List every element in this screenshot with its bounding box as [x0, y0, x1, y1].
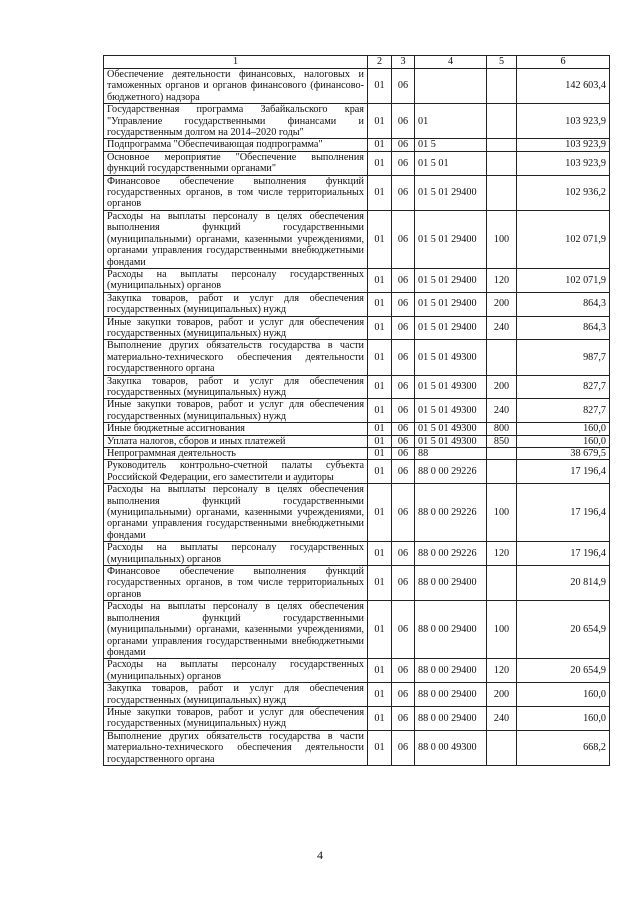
table-row — [104, 268, 610, 292]
row-expense-type: 100 — [487, 601, 517, 659]
table-row — [104, 659, 610, 683]
row-subsection: 06 — [392, 210, 415, 268]
row-description: Непрограммная деятельность — [104, 448, 368, 460]
row-subsection: 06 — [392, 151, 415, 175]
header-row — [104, 56, 610, 69]
row-target-code: 88 0 00 29400 — [415, 566, 487, 601]
row-description: Финансовое обеспечение выполнения функций государственных органов, в том числе территориальных органов — [104, 175, 368, 210]
row-target-code: 01 5 01 49300 — [415, 399, 487, 423]
row-target-code: 01 5 01 29400 — [415, 175, 487, 210]
row-amount: 20 654,9 — [517, 659, 610, 683]
row-amount: 103 923,9 — [517, 139, 610, 151]
row-subsection: 06 — [392, 139, 415, 151]
row-subsection: 06 — [392, 69, 415, 104]
row-description: Выполнение других обязательств государства в части материально-технического обеспечения деятельности государственного органа — [104, 730, 368, 765]
row-section: 01 — [368, 542, 392, 566]
table-row — [104, 139, 610, 151]
row-section: 01 — [368, 683, 392, 707]
row-expense-type: 200 — [487, 375, 517, 399]
row-expense-type — [487, 730, 517, 765]
row-section: 01 — [368, 484, 392, 542]
row-target-code: 01 5 01 49300 — [415, 435, 487, 447]
row-subsection: 06 — [392, 316, 415, 340]
row-target-code: 01 5 01 — [415, 151, 487, 175]
table-row — [104, 435, 610, 447]
row-target-code: 01 5 01 29400 — [415, 268, 487, 292]
row-target-code: 88 0 00 29400 — [415, 683, 487, 707]
row-amount: 864,3 — [517, 292, 610, 316]
row-expense-type: 850 — [487, 435, 517, 447]
row-target-code: 88 — [415, 448, 487, 460]
row-subsection: 06 — [392, 566, 415, 601]
row-description: Закупка товаров, работ и услуг для обеспечения государственных (муниципальных) нужд — [104, 375, 368, 399]
page-number: 4 — [317, 848, 323, 862]
row-amount: 17 196,4 — [517, 484, 610, 542]
table-row — [104, 104, 610, 139]
table-row — [104, 448, 610, 460]
row-amount: 827,7 — [517, 375, 610, 399]
row-subsection: 06 — [392, 435, 415, 447]
row-amount: 160,0 — [517, 423, 610, 435]
table-row — [104, 706, 610, 730]
row-section: 01 — [368, 601, 392, 659]
table-row — [104, 340, 610, 375]
row-section: 01 — [368, 399, 392, 423]
row-description: Расходы на выплаты персоналу в целях обеспечения выполнения функций государственными (муниципальными) органами, казенными учреждениями, органами управления государственными внебюджетными фондами — [104, 601, 368, 659]
row-amount: 987,7 — [517, 340, 610, 375]
row-description: Руководитель контрольно-счетной палаты субъекта Российской Федерации, его заместители и аудиторы — [104, 460, 368, 484]
row-section: 01 — [368, 706, 392, 730]
row-section: 01 — [368, 566, 392, 601]
row-target-code: 01 5 01 29400 — [415, 292, 487, 316]
row-target-code: 88 0 00 49300 — [415, 730, 487, 765]
table-row — [104, 683, 610, 707]
row-target-code — [415, 69, 487, 104]
table-row — [104, 175, 610, 210]
row-subsection: 06 — [392, 340, 415, 375]
row-amount: 102 071,9 — [517, 210, 610, 268]
row-subsection: 06 — [392, 460, 415, 484]
row-description: Иные бюджетные ассигнования — [104, 423, 368, 435]
row-target-code: 01 5 01 49300 — [415, 340, 487, 375]
row-amount: 142 603,4 — [517, 69, 610, 104]
table-row — [104, 151, 610, 175]
row-subsection: 06 — [392, 659, 415, 683]
row-target-code: 88 0 00 29400 — [415, 659, 487, 683]
row-expense-type: 800 — [487, 423, 517, 435]
row-amount: 17 196,4 — [517, 460, 610, 484]
row-target-code: 88 0 00 29226 — [415, 484, 487, 542]
row-expense-type: 100 — [487, 484, 517, 542]
row-amount: 160,0 — [517, 683, 610, 707]
table-row — [104, 542, 610, 566]
row-section: 01 — [368, 69, 392, 104]
row-expense-type — [487, 104, 517, 139]
row-subsection: 06 — [392, 423, 415, 435]
row-subsection: 06 — [392, 706, 415, 730]
row-amount: 20 814,9 — [517, 566, 610, 601]
table-row — [104, 730, 610, 765]
table-row — [104, 566, 610, 601]
row-subsection: 06 — [392, 484, 415, 542]
table-row — [104, 484, 610, 542]
row-description: Финансовое обеспечение выполнения функций государственных органов, в том числе территориальных органов — [104, 566, 368, 601]
row-description: Расходы на выплаты персоналу в целях обеспечения выполнения функций государственными (муниципальными) органами, казенными учреждениями, органами управления государственными внебюджетными фондами — [104, 484, 368, 542]
row-expense-type: 240 — [487, 706, 517, 730]
row-description: Расходы на выплаты персоналу государственных (муниципальных) органов — [104, 542, 368, 566]
row-subsection: 06 — [392, 104, 415, 139]
row-amount: 160,0 — [517, 435, 610, 447]
row-target-code: 01 5 01 49300 — [415, 375, 487, 399]
row-amount: 668,2 — [517, 730, 610, 765]
table-row — [104, 399, 610, 423]
row-amount: 17 196,4 — [517, 542, 610, 566]
row-expense-type — [487, 566, 517, 601]
column-header: 2 — [368, 56, 392, 69]
row-amount: 102 936,2 — [517, 175, 610, 210]
row-subsection: 06 — [392, 601, 415, 659]
column-header: 3 — [392, 56, 415, 69]
row-description: Закупка товаров, работ и услуг для обеспечения государственных (муниципальных) нужд — [104, 683, 368, 707]
row-section: 01 — [368, 175, 392, 210]
column-header: 6 — [517, 56, 610, 69]
row-section: 01 — [368, 448, 392, 460]
row-expense-type: 240 — [487, 316, 517, 340]
row-amount: 864,3 — [517, 316, 610, 340]
column-header: 1 — [104, 56, 368, 69]
row-subsection: 06 — [392, 542, 415, 566]
row-expense-type: 120 — [487, 542, 517, 566]
row-description: Подпрограмма "Обеспечивающая подпрограмма" — [104, 139, 368, 151]
row-expense-type — [487, 175, 517, 210]
row-section: 01 — [368, 316, 392, 340]
row-section: 01 — [368, 268, 392, 292]
row-subsection: 06 — [392, 683, 415, 707]
row-expense-type: 200 — [487, 292, 517, 316]
row-amount: 20 654,9 — [517, 601, 610, 659]
row-amount: 103 923,9 — [517, 151, 610, 175]
row-target-code: 88 0 00 29226 — [415, 542, 487, 566]
row-description: Выполнение других обязательств государства в части материально-технического обеспечения деятельности государственного органа — [104, 340, 368, 375]
table-row — [104, 601, 610, 659]
row-target-code: 01 — [415, 104, 487, 139]
row-subsection: 06 — [392, 292, 415, 316]
row-description: Расходы на выплаты персоналу государственных (муниципальных) органов — [104, 659, 368, 683]
row-subsection: 06 — [392, 268, 415, 292]
row-expense-type: 120 — [487, 268, 517, 292]
table-row — [104, 316, 610, 340]
row-expense-type — [487, 460, 517, 484]
row-section: 01 — [368, 435, 392, 447]
column-header: 5 — [487, 56, 517, 69]
table-row — [104, 460, 610, 484]
table-row — [104, 210, 610, 268]
row-target-code: 88 0 00 29400 — [415, 706, 487, 730]
row-expense-type — [487, 69, 517, 104]
row-section: 01 — [368, 423, 392, 435]
row-subsection: 06 — [392, 175, 415, 210]
row-section: 01 — [368, 104, 392, 139]
row-target-code: 01 5 01 49300 — [415, 423, 487, 435]
row-expense-type: 100 — [487, 210, 517, 268]
row-subsection: 06 — [392, 448, 415, 460]
row-expense-type — [487, 139, 517, 151]
row-description: Государственная программа Забайкальского края "Управление государственными финансами и государственным долгом на 2014–2020 годы" — [104, 104, 368, 139]
row-amount: 102 071,9 — [517, 268, 610, 292]
table-row — [104, 375, 610, 399]
budget-table — [103, 55, 610, 766]
table-row — [104, 423, 610, 435]
row-expense-type: 200 — [487, 683, 517, 707]
row-expense-type — [487, 151, 517, 175]
row-section: 01 — [368, 139, 392, 151]
row-section: 01 — [368, 340, 392, 375]
row-amount: 827,7 — [517, 399, 610, 423]
row-target-code: 01 5 01 29400 — [415, 210, 487, 268]
row-amount: 103 923,9 — [517, 104, 610, 139]
row-section: 01 — [368, 460, 392, 484]
row-subsection: 06 — [392, 399, 415, 423]
row-target-code: 01 5 01 29400 — [415, 316, 487, 340]
row-amount: 160,0 — [517, 706, 610, 730]
row-expense-type — [487, 340, 517, 375]
row-section: 01 — [368, 210, 392, 268]
row-description: Закупка товаров, работ и услуг для обеспечения государственных (муниципальных) нужд — [104, 292, 368, 316]
row-section: 01 — [368, 730, 392, 765]
row-target-code: 88 0 00 29400 — [415, 601, 487, 659]
row-description: Иные закупки товаров, работ и услуг для обеспечения государственных (муниципальных) нужд — [104, 706, 368, 730]
row-description: Расходы на выплаты персоналу государственных (муниципальных) органов — [104, 268, 368, 292]
row-section: 01 — [368, 659, 392, 683]
row-section: 01 — [368, 375, 392, 399]
row-description: Уплата налогов, сборов и иных платежей — [104, 435, 368, 447]
row-description: Обеспечение деятельности финансовых, налоговых и таможенных органов и органов финансового (финансово-бюджетного) надзора — [104, 69, 368, 104]
row-expense-type: 240 — [487, 399, 517, 423]
row-subsection: 06 — [392, 730, 415, 765]
row-subsection: 06 — [392, 375, 415, 399]
row-description: Основное мероприятие "Обеспечение выполнения функций государственными органами" — [104, 151, 368, 175]
row-section: 01 — [368, 151, 392, 175]
row-description: Иные закупки товаров, работ и услуг для обеспечения государственных (муниципальных) нужд — [104, 316, 368, 340]
row-target-code: 01 5 — [415, 139, 487, 151]
row-amount: 38 679,5 — [517, 448, 610, 460]
row-description: Иные закупки товаров, работ и услуг для обеспечения государственных (муниципальных) нужд — [104, 399, 368, 423]
table-row — [104, 292, 610, 316]
row-description: Расходы на выплаты персоналу в целях обеспечения выполнения функций государственными (муниципальными) органами, казенными учреждениями, органами управления государственными внебюджетными фондами — [104, 210, 368, 268]
row-target-code: 88 0 00 29226 — [415, 460, 487, 484]
table-row — [104, 69, 610, 104]
row-expense-type: 120 — [487, 659, 517, 683]
row-section: 01 — [368, 292, 392, 316]
row-expense-type — [487, 448, 517, 460]
column-header: 4 — [415, 56, 487, 69]
